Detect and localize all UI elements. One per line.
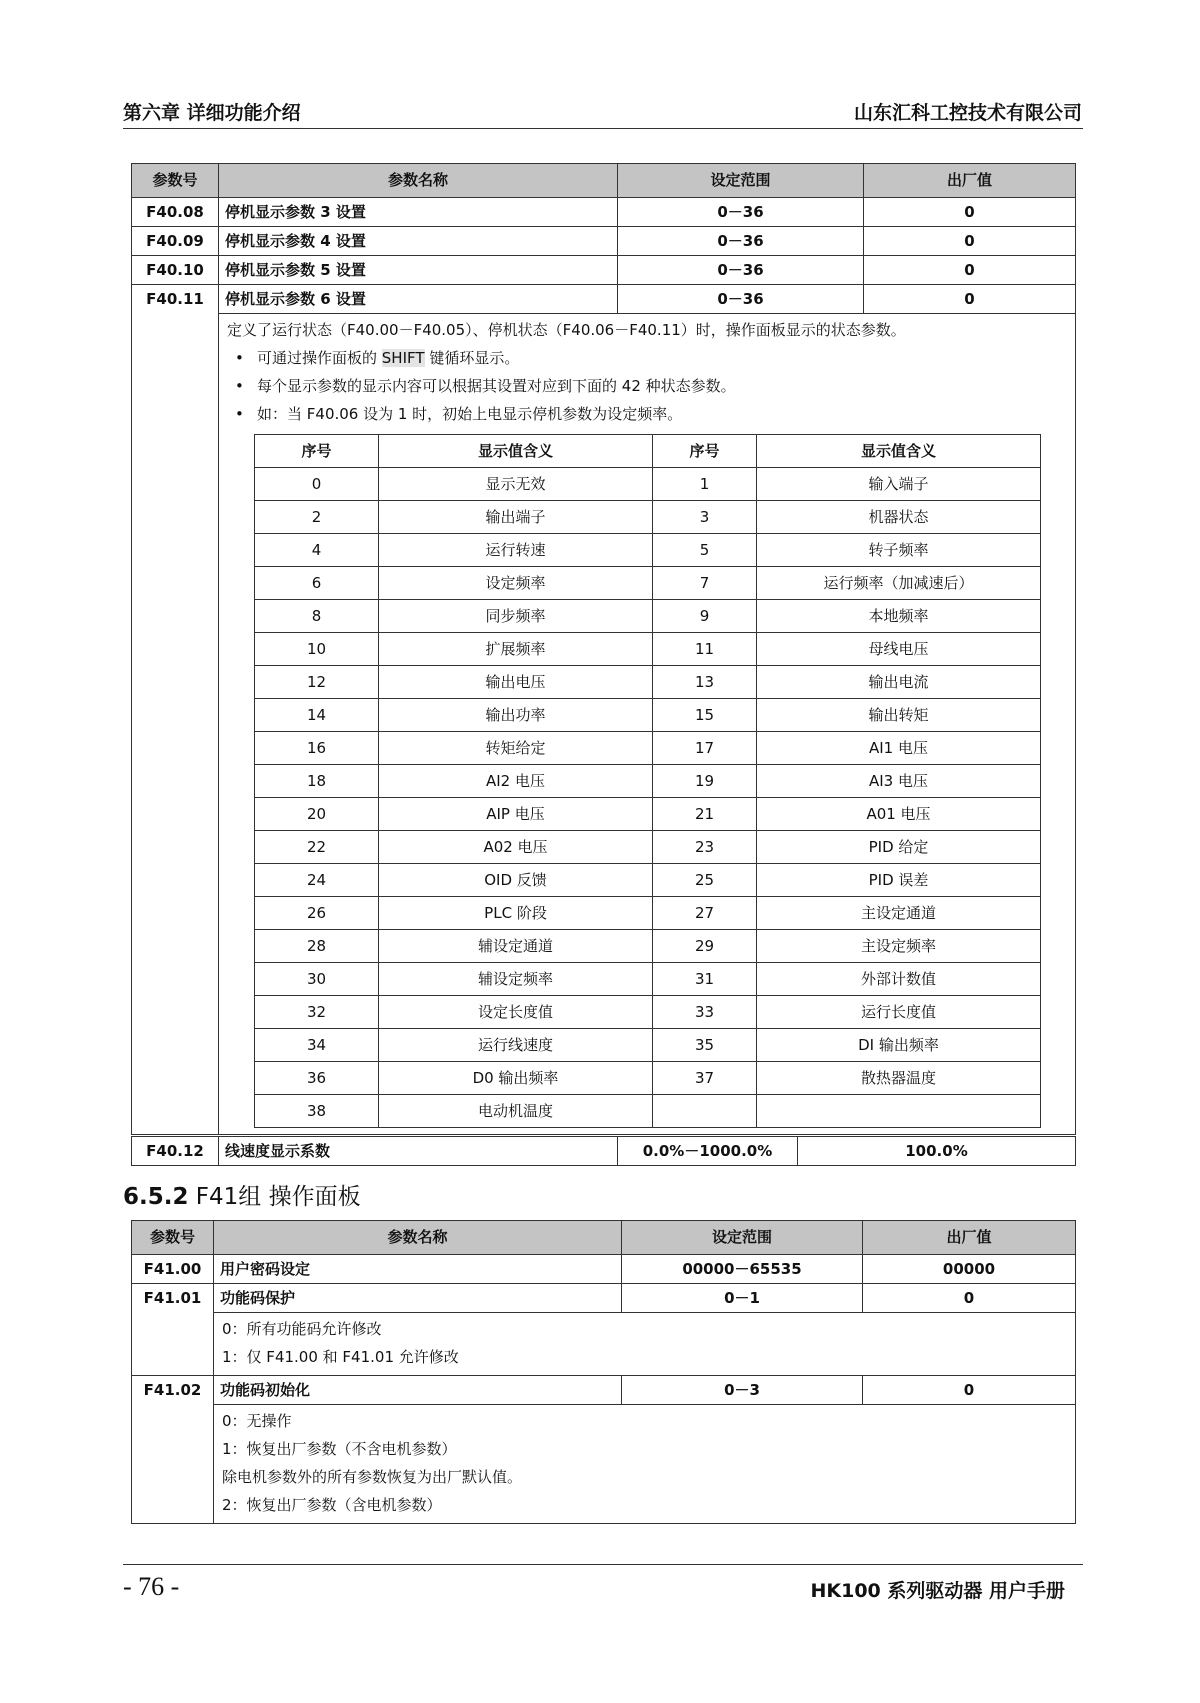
table-header-row: [132, 1221, 1076, 1255]
table-row: [255, 930, 1041, 963]
company-name: 山东汇科工控技术有限公司: [853, 102, 1082, 124]
seq-cell: 1: [653, 468, 757, 501]
bullet-text: 键循环显示。: [424, 349, 520, 367]
table-row: [255, 963, 1041, 996]
table-row: [255, 567, 1041, 600]
seq-cell: 0: [255, 468, 379, 501]
meaning-cell: 本地频率: [757, 600, 1041, 633]
col-seq: 序号: [653, 435, 757, 468]
param-description: [214, 1405, 1076, 1524]
param-range: 0.0%－1000.0%: [618, 1137, 798, 1166]
table-row: [255, 633, 1041, 666]
section-number: 6.5.2: [123, 1184, 189, 1210]
seq-cell: 26: [255, 897, 379, 930]
table-row: [132, 285, 1076, 314]
table-row: [255, 1029, 1041, 1062]
seq-cell: 4: [255, 534, 379, 567]
bullet-text: 可通过操作面板的: [257, 349, 382, 367]
param-default: 0: [864, 256, 1076, 285]
meaning-cell: 输入端子: [757, 468, 1041, 501]
col-meaning: 显示值含义: [757, 435, 1041, 468]
seq-cell: 18: [255, 765, 379, 798]
meaning-cell: 主设定频率: [757, 930, 1041, 963]
param-id: F40.11: [132, 285, 219, 1135]
meaning-cell: A01 电压: [757, 798, 1041, 831]
seq-cell: 3: [653, 501, 757, 534]
param-name: 用户密码设定: [214, 1255, 622, 1284]
meaning-cell: 转子频率: [757, 534, 1041, 567]
meaning-cell: AIP 电压: [379, 798, 653, 831]
seq-cell: 37: [653, 1062, 757, 1095]
bullet-item: [227, 344, 1067, 372]
table-row: [255, 1095, 1041, 1128]
meaning-cell: OID 反馈: [379, 864, 653, 897]
seq-cell: 31: [653, 963, 757, 996]
f41-param-table: [131, 1220, 1076, 1524]
description-row: [132, 1405, 1076, 1524]
table-row: [255, 501, 1041, 534]
meaning-cell: 母线电压: [757, 633, 1041, 666]
f40-param-table: [131, 163, 1076, 1135]
seq-cell: 28: [255, 930, 379, 963]
seq-cell: 7: [653, 567, 757, 600]
table-row: [255, 600, 1041, 633]
table-row: [255, 1062, 1041, 1095]
description-row: [132, 1313, 1076, 1376]
status-table-header: [255, 435, 1041, 468]
table-header-row: [132, 164, 1076, 198]
param-id: F41.00: [132, 1255, 214, 1284]
seq-cell: 20: [255, 798, 379, 831]
param-range: 0－1: [622, 1284, 863, 1313]
status-table-body: [255, 468, 1041, 1128]
seq-cell: 15: [653, 699, 757, 732]
option-line: 0：所有功能码允许修改: [222, 1320, 382, 1338]
option-line: 0：无操作: [222, 1412, 292, 1430]
param-default: 0: [864, 227, 1076, 256]
option-line: 1：仅 F41.00 和 F41.01 允许修改: [222, 1348, 459, 1366]
meaning-cell: 运行长度值: [757, 996, 1041, 1029]
seq-cell: 17: [653, 732, 757, 765]
param-description: [214, 1313, 1076, 1376]
param-name: 功能码保护: [214, 1284, 622, 1313]
param-name: 停机显示参数 4 设置: [219, 227, 618, 256]
meaning-cell: 输出转矩: [757, 699, 1041, 732]
f40-12-row-table: [131, 1136, 1076, 1166]
param-default: 00000: [863, 1255, 1076, 1284]
table-row: [132, 1255, 1076, 1284]
table-row: [255, 732, 1041, 765]
param-name: 停机显示参数 3 设置: [219, 198, 618, 227]
meaning-cell: 主设定通道: [757, 897, 1041, 930]
col-param-id: 参数号: [132, 1221, 214, 1255]
table-row: [255, 666, 1041, 699]
table-row: [255, 765, 1041, 798]
meaning-cell: 转矩给定: [379, 732, 653, 765]
param-name: 线速度显示系数: [219, 1137, 618, 1166]
seq-cell: 25: [653, 864, 757, 897]
table-row: [255, 831, 1041, 864]
meaning-cell: 运行转速: [379, 534, 653, 567]
meaning-cell: [757, 1095, 1041, 1128]
param-description: [219, 314, 1076, 1135]
seq-cell: 38: [255, 1095, 379, 1128]
seq-cell: 13: [653, 666, 757, 699]
meaning-cell: 运行频率（加减速后）: [757, 567, 1041, 600]
seq-cell: 5: [653, 534, 757, 567]
bullet-item: • 每个显示参数的显示内容可以根据其设置对应到下面的 42 种状态参数。: [227, 372, 1067, 400]
seq-cell: 35: [653, 1029, 757, 1062]
table-row: [255, 534, 1041, 567]
seq-cell: 14: [255, 699, 379, 732]
seq-cell: 23: [653, 831, 757, 864]
param-range: 0－36: [618, 198, 864, 227]
table-row: [255, 699, 1041, 732]
seq-cell: 19: [653, 765, 757, 798]
seq-cell: 32: [255, 996, 379, 1029]
seq-cell: 33: [653, 996, 757, 1029]
meaning-cell: A02 电压: [379, 831, 653, 864]
table-row: [132, 1137, 1076, 1166]
table-row: [255, 798, 1041, 831]
shift-key-label: SHIFT: [381, 349, 425, 367]
header-rule: [123, 128, 1083, 129]
param-default: 0: [863, 1376, 1076, 1405]
param-range: 00000－65535: [622, 1255, 863, 1284]
seq-cell: 22: [255, 831, 379, 864]
col-range: 设定范围: [618, 164, 864, 198]
meaning-cell: 显示无效: [379, 468, 653, 501]
meaning-cell: DI 输出频率: [757, 1029, 1041, 1062]
col-meaning: 显示值含义: [379, 435, 653, 468]
seq-cell: 6: [255, 567, 379, 600]
description-row: [132, 314, 1076, 1135]
param-id: F40.09: [132, 227, 219, 256]
param-range: 0－3: [622, 1376, 863, 1405]
seq-cell: 24: [255, 864, 379, 897]
col-param-name: 参数名称: [219, 164, 618, 198]
meaning-cell: 输出电流: [757, 666, 1041, 699]
seq-cell: 9: [653, 600, 757, 633]
meaning-cell: 同步频率: [379, 600, 653, 633]
seq-cell: 10: [255, 633, 379, 666]
param-range: 0－36: [618, 285, 864, 314]
seq-cell: 16: [255, 732, 379, 765]
meaning-cell: 输出电压: [379, 666, 653, 699]
meaning-cell: 外部计数值: [757, 963, 1041, 996]
meaning-cell: 设定频率: [379, 567, 653, 600]
table-row: [132, 1284, 1076, 1313]
meaning-cell: PLC 阶段: [379, 897, 653, 930]
param-name: 功能码初始化: [214, 1376, 622, 1405]
meaning-cell: 运行线速度: [379, 1029, 653, 1062]
seq-cell: 36: [255, 1062, 379, 1095]
option-line: 2：恢复出厂参数（含电机参数）: [222, 1496, 442, 1514]
col-seq: 序号: [255, 435, 379, 468]
description-intro: 定义了运行状态（F40.00－F40.05）、停机状态（F40.06－F40.11）时，操作面板显示的状态参数。: [227, 321, 906, 339]
meaning-cell: 输出端子: [379, 501, 653, 534]
meaning-cell: 辅设定通道: [379, 930, 653, 963]
col-range: 设定范围: [622, 1221, 863, 1255]
col-default: 出厂值: [864, 164, 1076, 198]
meaning-cell: D0 输出频率: [379, 1062, 653, 1095]
meaning-cell: 电动机温度: [379, 1095, 653, 1128]
table-row: [132, 1376, 1076, 1405]
seq-cell: 21: [653, 798, 757, 831]
param-id: F40.10: [132, 256, 219, 285]
meaning-cell: PID 给定: [757, 831, 1041, 864]
seq-cell: 11: [653, 633, 757, 666]
param-id: F40.12: [132, 1137, 219, 1166]
col-param-name: 参数名称: [214, 1221, 622, 1255]
chapter-title: 第六章 详细功能介绍: [123, 102, 301, 124]
meaning-cell: 散热器温度: [757, 1062, 1041, 1095]
param-default: 0: [863, 1284, 1076, 1313]
section-heading: [123, 1178, 361, 1211]
param-default: 0: [864, 198, 1076, 227]
page-number: - 76 -: [123, 1572, 180, 1601]
table-row: [255, 996, 1041, 1029]
seq-cell: 29: [653, 930, 757, 963]
meaning-cell: 输出功率: [379, 699, 653, 732]
meaning-cell: PID 误差: [757, 864, 1041, 897]
seq-cell: 2: [255, 501, 379, 534]
meaning-cell: 机器状态: [757, 501, 1041, 534]
param-range: 0－36: [618, 227, 864, 256]
meaning-cell: AI1 电压: [757, 732, 1041, 765]
bullet-item: • 如：当 F40.06 设为 1 时，初始上电显示停机参数为设定频率。: [227, 400, 1067, 428]
param-id: F41.02: [132, 1376, 214, 1524]
table-row: [132, 198, 1076, 227]
param-name: 停机显示参数 6 设置: [219, 285, 618, 314]
section-title: F41组 操作面板: [188, 1184, 361, 1210]
seq-cell: 27: [653, 897, 757, 930]
meaning-cell: AI3 电压: [757, 765, 1041, 798]
seq-cell: [653, 1095, 757, 1128]
meaning-cell: AI2 电压: [379, 765, 653, 798]
table-row: [255, 468, 1041, 501]
status-param-table: [254, 434, 1041, 1128]
seq-cell: 34: [255, 1029, 379, 1062]
table-row: [132, 256, 1076, 285]
seq-cell: 30: [255, 963, 379, 996]
manual-title: HK100 系列驱动器 用户手册: [810, 1580, 1065, 1602]
footer-rule: [123, 1564, 1083, 1565]
param-default: 0: [864, 285, 1076, 314]
seq-cell: 12: [255, 666, 379, 699]
param-name: 停机显示参数 5 设置: [219, 256, 618, 285]
meaning-cell: 扩展频率: [379, 633, 653, 666]
col-param-id: 参数号: [132, 164, 219, 198]
table-row: [255, 864, 1041, 897]
param-id: F41.01: [132, 1284, 214, 1376]
table-row: [255, 897, 1041, 930]
seq-cell: 8: [255, 600, 379, 633]
param-default: 100.0%: [798, 1137, 1076, 1166]
option-line: 除电机参数外的所有参数恢复为出厂默认值。: [222, 1468, 523, 1486]
param-id: F40.08: [132, 198, 219, 227]
option-line: 1：恢复出厂参数（不含电机参数）: [222, 1440, 457, 1458]
param-range: 0－36: [618, 256, 864, 285]
meaning-cell: 设定长度值: [379, 996, 653, 1029]
meaning-cell: 辅设定频率: [379, 963, 653, 996]
col-default: 出厂值: [863, 1221, 1076, 1255]
table-row: [132, 227, 1076, 256]
